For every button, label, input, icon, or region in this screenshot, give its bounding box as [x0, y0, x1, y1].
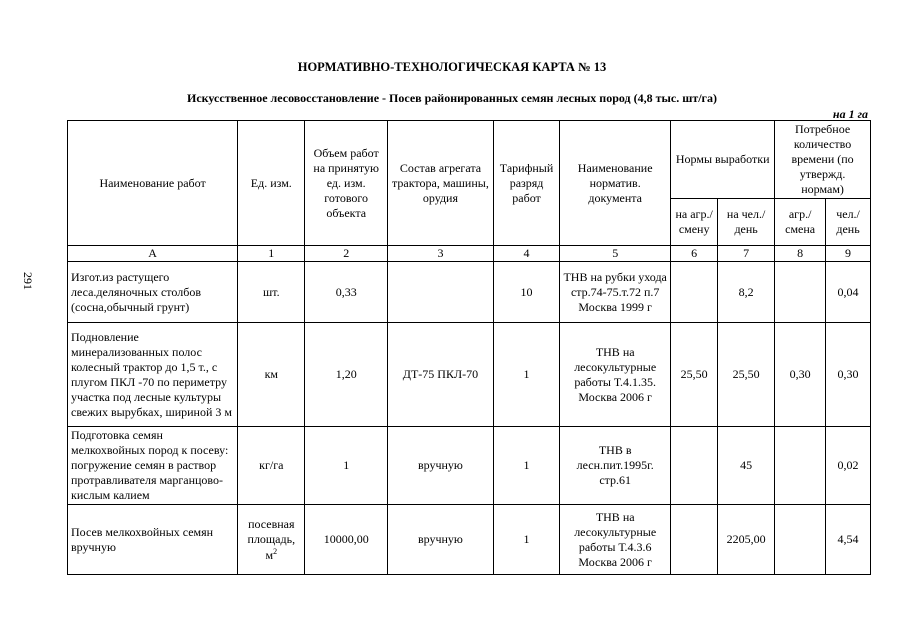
column-number: 9: [826, 246, 871, 262]
cell-aggregate: [387, 262, 493, 323]
cell-time-man: 0,02: [826, 427, 871, 505]
header-volume: Объем работ на принятую ед. изм. готового объекта: [305, 121, 388, 246]
column-number: 6: [671, 246, 718, 262]
cell-unit-superscript: 2: [273, 546, 278, 556]
cell-aggregate: вручную: [387, 505, 493, 575]
unit-note: на 1 га: [832, 107, 868, 121]
cell-norm-man: 8,2: [718, 262, 775, 323]
header-norms-man: на чел./ день: [718, 199, 775, 246]
cell-volume: 1,20: [305, 323, 388, 427]
column-number: А: [68, 246, 238, 262]
cell-aggregate: ДТ-75 ПКЛ-70: [387, 323, 493, 427]
header-name: Наименование работ: [68, 121, 238, 246]
cell-name: Изгот.из растущего леса.деляночных столбов (сосна,обычный грунт): [68, 262, 238, 323]
column-number: 1: [238, 246, 305, 262]
table-row: [68, 262, 871, 323]
column-number-row: [68, 246, 871, 262]
cell-doc: ТНВ на лесокультурные работы Т.4.3.6 Москва 2006 г: [560, 505, 671, 575]
cell-time-agr: 0,30: [775, 323, 826, 427]
header-norms-agr: на агр./ смену: [671, 199, 718, 246]
cell-grade: 1: [493, 427, 559, 505]
header-doc: Наименование норматив. документа: [560, 121, 671, 246]
cell-unit: шт.: [238, 262, 305, 323]
column-number: 3: [387, 246, 493, 262]
cell-grade: 10: [493, 262, 559, 323]
header-time: Потребное количество времени (по утвержд. нормам): [775, 121, 871, 199]
cell-grade: 1: [493, 505, 559, 575]
cell-time-man: 0,30: [826, 323, 871, 427]
cell-norm-agr: [671, 262, 718, 323]
header-unit: Ед. изм.: [238, 121, 305, 246]
column-number: 2: [305, 246, 388, 262]
cell-time-agr: [775, 505, 826, 575]
column-number: 8: [775, 246, 826, 262]
cell-norm-man: 2205,00: [718, 505, 775, 575]
header-grade: Тарифный разряд работ: [493, 121, 559, 246]
cell-doc: ТНВ в лесн.пит.1995г. стр.61: [560, 427, 671, 505]
table-row: [68, 505, 871, 575]
cell-name: Посев мелкохвойных семян вручную: [68, 505, 238, 575]
cell-grade: 1: [493, 323, 559, 427]
page-title: НОРМАТИВНО-ТЕХНОЛОГИЧЕСКАЯ КАРТА № 13: [297, 60, 607, 74]
cell-volume: 10000,00: [305, 505, 388, 575]
cell-norm-man: 45: [718, 427, 775, 505]
column-number: 7: [718, 246, 775, 262]
cell-name: Подготовка семян мелкохвойных пород к посеву: погружение семян в раствор протравливателя марганцово-кислым калием: [68, 427, 238, 505]
cell-volume: 1: [305, 427, 388, 505]
cell-time-agr: [775, 427, 826, 505]
cell-norm-agr: [671, 427, 718, 505]
cell-norm-agr: [671, 505, 718, 575]
cell-volume: 0,33: [305, 262, 388, 323]
table-row: [68, 427, 871, 505]
cell-norm-man: 25,50: [718, 323, 775, 427]
norms-table: [67, 120, 871, 575]
cell-unit-text: посевная площадь, м: [247, 516, 296, 562]
header-aggregate: Состав агрегата трактора, машины, орудия: [387, 121, 493, 246]
cell-name: Подновление минерализованных полос колесный трактор до 1,5 т., с плугом ПКЛ -70 по периметру участка под лесные культуры свежих вырубках, шириной 3 м: [68, 323, 238, 427]
cell-unit: кг/га: [238, 427, 305, 505]
cell-doc: ТНВ на лесокультурные работы Т.4.1.35. Москва 2006 г: [560, 323, 671, 427]
table-row: [68, 323, 871, 427]
cell-unit: [238, 505, 305, 575]
cell-aggregate: вручную: [387, 427, 493, 505]
page-subtitle: Искусственное лесовосстановление - Посев районированных семян лесных пород (4,8 тыс. шт/га): [187, 91, 717, 105]
column-number: 5: [560, 246, 671, 262]
header-norms: Нормы выработки: [671, 121, 775, 199]
cell-time-agr: [775, 262, 826, 323]
header-time-man: чел./ день: [826, 199, 871, 246]
cell-time-man: 4,54: [826, 505, 871, 575]
header-time-agr: агр./ смена: [775, 199, 826, 246]
cell-unit: км: [238, 323, 305, 427]
cell-doc: ТНВ на рубки ухода стр.74-75.т.72 п.7 Москва 1999 г: [560, 262, 671, 323]
page-number: 291: [21, 272, 35, 290]
cell-time-man: 0,04: [826, 262, 871, 323]
cell-norm-agr: 25,50: [671, 323, 718, 427]
column-number: 4: [493, 246, 559, 262]
